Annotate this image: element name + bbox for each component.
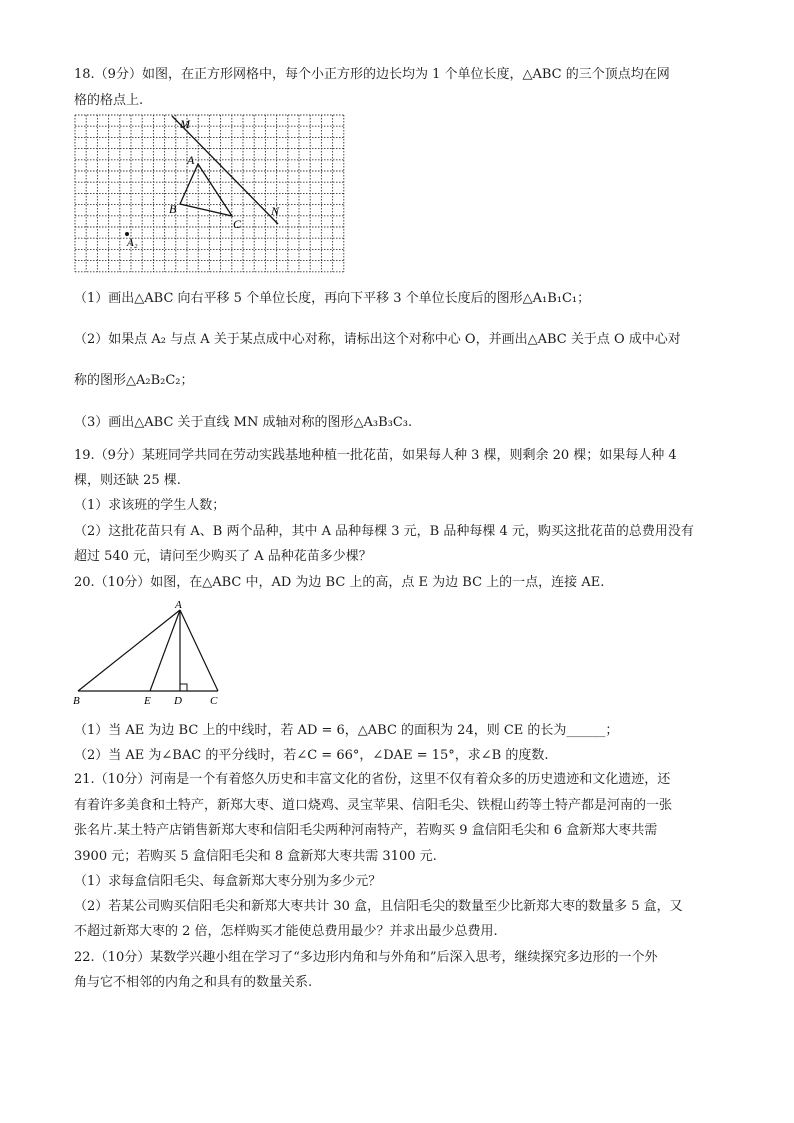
q22-stem-line2: 角与它不相邻的内角之和具有的数量关系. [74, 975, 313, 990]
q18-part2-line2: 称的图形△A₂B₂C₂； [74, 373, 194, 388]
label-a: A [187, 153, 195, 167]
q21-part2-line1: （2）若某公司购买信阳毛尖和新郑大枣共计 30 盒，且信阳毛尖的数量至少比新郑大枣的数量多 5 盒，又 [74, 899, 683, 914]
segment-ac [180, 610, 218, 691]
q20-part1: （1）当 AE 为边 BC 上的中线时，若 AD = 6，△ABC 的面积为 24，则 CE 的长为______； [74, 723, 619, 738]
triangle-abc [180, 164, 232, 216]
grid-lines [75, 115, 344, 272]
label-b: B [73, 695, 80, 707]
q20-stem: 20.（10分）如图，在△ABC 中，AD 为边 BC 上的高，点 E 为边 BC 上的一点，连接 AE. [74, 575, 605, 590]
q18-part3: （3）画出△ABC 关于直线 MN 成轴对称的图形△A₃B₃C₃. [74, 415, 413, 430]
label-c: C [210, 695, 218, 707]
label-a: A [175, 599, 182, 611]
q21-stem-line3: 张名片.某土特产店销售新郑大枣和信阳毛尖两种河南特产，若购买 9 盒信阳毛尖和 6 盒新郑大枣共需 [74, 823, 658, 838]
label-a2: A₂ [127, 237, 138, 249]
q20-triangle-figure [70, 596, 240, 710]
label-b: B [169, 202, 177, 216]
q19-stem-line2: 棵，则还缺 25 棵. [74, 473, 181, 488]
label-m: M [180, 117, 190, 131]
label-n: N [271, 204, 280, 218]
q18-part2-line1: （2）如果点 A₂ 与点 A 关于某点成中心对称，请标出这个对称中心 O，并画出△ABC 关于点 O 成中心对 [74, 332, 681, 347]
q19-part2-line2: 超过 540 元，请问至少购买了 A 品种花苗多少棵？ [74, 549, 372, 564]
line-mn [172, 116, 278, 224]
q18-part1: （1）画出△ABC 向右平移 5 个单位长度，再向下平移 3 个单位长度后的图形△A₁B₁C₁； [74, 291, 591, 306]
q18-grid-figure [70, 110, 350, 280]
q21-part1: （1）求每盒信阳毛尖、每盒新郑大枣分别为多少元？ [74, 874, 382, 889]
q19-part1: （1）求该班的学生人数； [74, 498, 226, 513]
q18-stem-line2: 格的格点上. [74, 93, 144, 108]
label-c: C [233, 217, 242, 231]
point-a2 [125, 232, 129, 236]
q18-stem-line1: 18.（9分）如图，在正方形网格中，每个小正方形的边长均为 1 个单位长度，△ABC 的三个顶点均在网 [74, 67, 670, 82]
q22-stem-line1: 22.（10分）某数学兴趣小组在学习了“多边形内角和与外角和”后深入思考，继续探究多边形的一个外 [74, 950, 658, 965]
q21-part2-line2: 不超过新郑大枣的 2 倍，怎样购买才能使总费用最少？并求出最少总费用. [74, 924, 498, 939]
right-angle-mark [180, 684, 187, 691]
label-d: D [174, 695, 182, 707]
q21-stem-line2: 有着许多美食和土特产，新郑大枣、道口烧鸡、灵宝苹果、信阳毛尖、铁棍山药等土特产都是河南的一张 [74, 798, 673, 813]
q19-part2-line1: （2）这批花苗只有 A、B 两个品种，其中 A 品种每棵 3 元，B 品种每棵 4 元，购买这批花苗的总费用没有 [74, 524, 694, 539]
q21-stem-line1: 21.（10分）河南是一个有着悠久历史和丰富文化的省份，这里不仅有着众多的历史遗迹和文化遗迹，还 [74, 772, 671, 787]
label-e: E [144, 695, 151, 707]
q21-stem-line4: 3900 元；若购买 5 盒信阳毛尖和 8 盒新郑大枣共需 3100 元. [74, 849, 437, 864]
q19-stem-line1: 19.（9分）某班同学共同在劳动实践基地种植一批花苗，如果每人种 3 棵，则剩余 20 棵；如果每人种 4 [74, 448, 677, 463]
q20-part2: （2）当 AE 为∠BAC 的平分线时，若∠C = 66°，∠DAE = 15°，求∠B 的度数. [74, 748, 549, 763]
